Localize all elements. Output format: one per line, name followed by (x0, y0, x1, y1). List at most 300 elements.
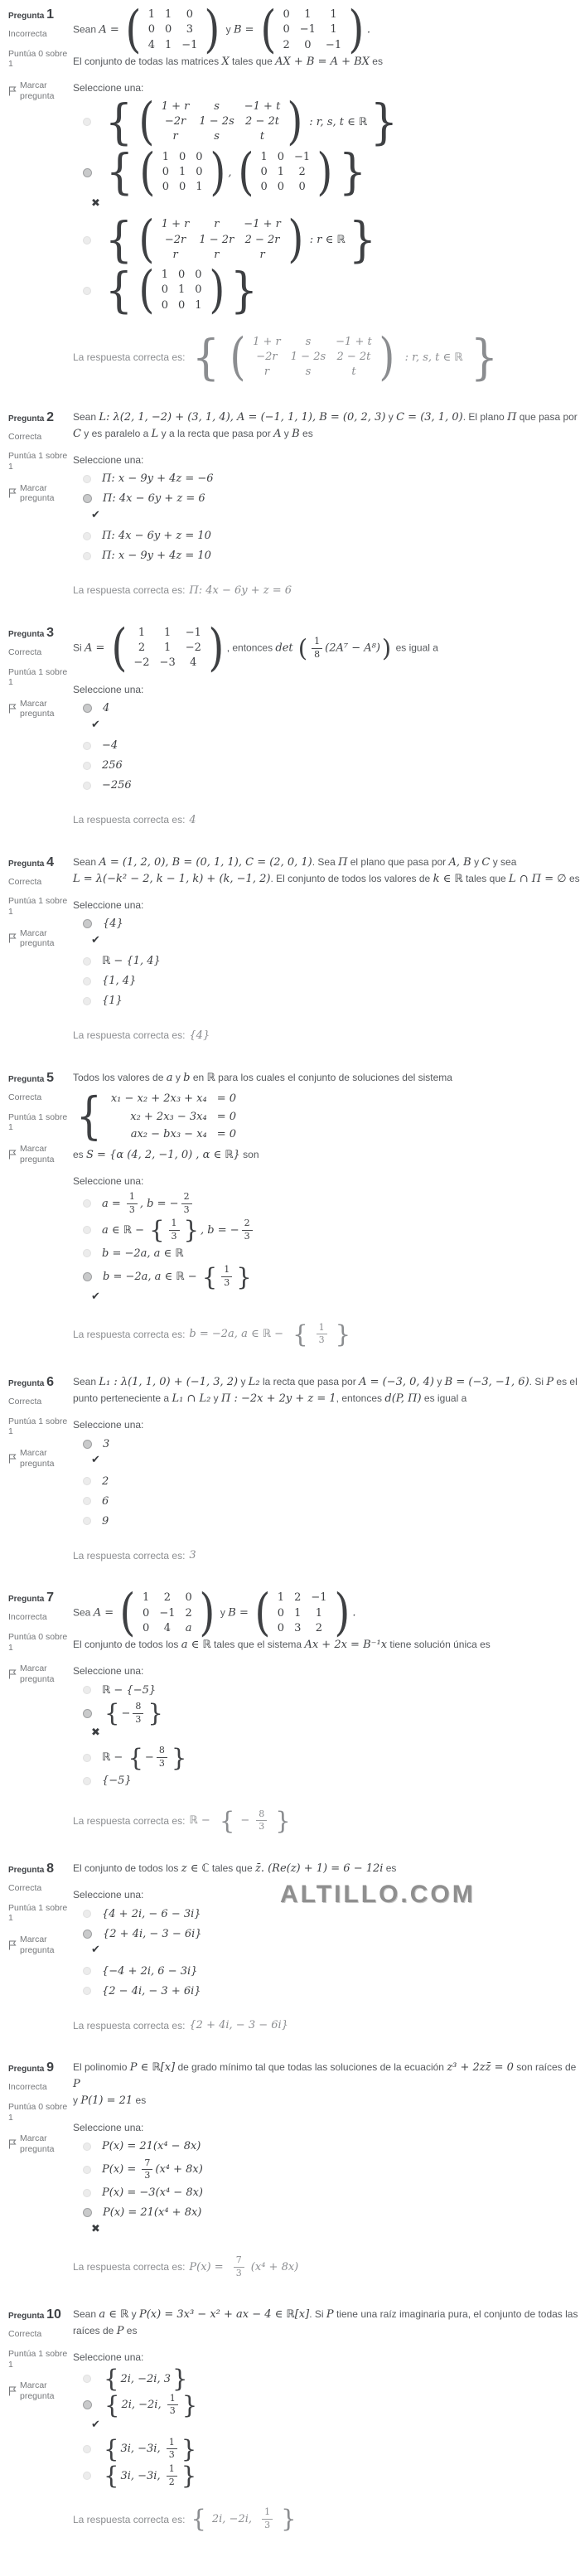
answer-option[interactable] (83, 993, 580, 1010)
math-expression: , b = − (201, 1223, 239, 1237)
question-8 (8, 1861, 580, 2031)
math-expression: A = (85, 642, 109, 655)
answer-option[interactable] (83, 1493, 580, 1509)
radio-button[interactable] (83, 1477, 91, 1485)
answer-option[interactable] (83, 1192, 580, 1215)
flag-question-link[interactable] (8, 1144, 73, 1165)
math-expression: A, B (448, 855, 471, 869)
answer-option[interactable] (83, 2462, 580, 2491)
fraction-numerator: 1 (167, 2394, 178, 2406)
answer-option[interactable] (83, 142, 580, 201)
math-expression: ℝ − (189, 1814, 214, 1828)
answer-option[interactable] (83, 260, 580, 320)
math-expression: 4 (189, 813, 196, 826)
flag-question-link[interactable] (8, 1663, 73, 1684)
big-delimiter: ( (297, 634, 308, 663)
fraction-numerator: 2 (242, 1218, 253, 1231)
option-content (102, 995, 123, 1007)
math-expression: {2 + 4i, − 3 − 6i} (103, 1927, 202, 1940)
flag-question-link[interactable] (8, 928, 73, 949)
question-statement (73, 409, 580, 443)
fraction (157, 1746, 167, 1769)
fraction-numerator: 1 (167, 2438, 177, 2450)
radio-button[interactable] (83, 762, 91, 770)
radio-button[interactable] (83, 2166, 91, 2174)
big-delimiter: { (149, 1216, 165, 1245)
big-delimiter: { (104, 261, 133, 318)
fraction-denominator: 3 (259, 1821, 265, 1833)
question-number: 3 (46, 625, 55, 640)
answer-option[interactable] (83, 1682, 580, 1698)
answer-options (73, 471, 580, 564)
answer-option[interactable] (83, 528, 580, 545)
radio-button[interactable] (83, 532, 91, 540)
question-info-sidebar (8, 625, 73, 826)
flag-icon (8, 86, 17, 96)
radio-button[interactable] (83, 2472, 91, 2480)
math-expression: B (292, 427, 300, 440)
answer-options (73, 1905, 580, 1999)
question-prefix-label: Pregunta (8, 1379, 45, 1388)
question-info-sidebar (8, 409, 73, 597)
math-expression: 3i, −3i, (120, 2469, 164, 2482)
math-expression: L₁ : λ(1, 1, 0) + (−1, 3, 2) (99, 1376, 239, 1388)
option-content (102, 472, 214, 485)
answer-option[interactable] (83, 210, 580, 269)
question-points: Puntúa 1 sobre 1 (8, 1902, 68, 1924)
math-expression: Ax + 2x = B⁻¹x (304, 1639, 388, 1652)
text: . El plano (462, 410, 508, 423)
radio-button[interactable] (83, 494, 92, 503)
flag-label: Marcar pregunta (20, 927, 55, 949)
system-brace: { (75, 1087, 102, 1146)
math-expression: Π (338, 855, 348, 869)
math-expression: Π (507, 410, 517, 424)
select-one-label: Seleccione una: (73, 1174, 144, 1187)
correct-answer-feedback (73, 1319, 580, 1349)
math-expression: 9 (102, 1514, 109, 1528)
math-expression: B = (−3, −1, 6) (444, 1376, 529, 1388)
fraction-numerator: 7 (234, 2255, 244, 2268)
text: son raíces de (513, 2061, 577, 2074)
fraction-denominator: 3 (135, 1713, 142, 1725)
matrix: ( 1 0 −1 0 1 2 0 0 0 ) (238, 142, 333, 201)
big-delimiter: } (181, 2462, 197, 2491)
question-prefix-label: Pregunta (8, 2065, 45, 2075)
question-number-heading (8, 1590, 73, 1605)
math-expression: L₁ ∩ L₂ (172, 1392, 211, 1406)
fraction-denominator: 3 (144, 2170, 151, 2181)
radio-button[interactable] (83, 2375, 91, 2383)
flag-question-link[interactable] (8, 2133, 73, 2154)
correct-mark-icon: ✔ (91, 1290, 100, 1303)
math-expression: a ∈ ℝ − (102, 1223, 148, 1237)
radio-button[interactable] (83, 1987, 91, 1995)
answer-option[interactable] (83, 1245, 580, 1261)
math-expression: C (481, 855, 491, 869)
correct-answer-feedback (73, 584, 580, 597)
question-points: Puntúa 1 sobre 1 (8, 896, 68, 918)
radio-button[interactable] (83, 1930, 92, 1939)
math-expression: P(x) = (189, 2260, 227, 2273)
text: El conjunto de todas las matrices (73, 55, 222, 67)
option-content (102, 1515, 109, 1528)
radio-button[interactable] (83, 475, 91, 483)
option-content (102, 2365, 189, 2394)
text: Sean (73, 2308, 99, 2321)
radio-button[interactable] (83, 704, 92, 713)
text: es el punto perteneciente a (73, 1376, 578, 1405)
radio-button[interactable] (83, 2208, 92, 2217)
question-content (73, 855, 580, 1042)
radio-button[interactable] (83, 287, 91, 295)
answer-option[interactable] (83, 548, 580, 564)
answer-option[interactable] (83, 2138, 580, 2155)
radio-button[interactable] (83, 1967, 91, 1975)
option-content (102, 530, 211, 542)
math-expression: P (326, 2308, 334, 2322)
left-paren: ( (138, 260, 155, 320)
text: y (238, 1376, 249, 1387)
question-number: 8 (46, 1862, 55, 1876)
radio-button[interactable] (83, 997, 91, 1005)
answer-option[interactable] (83, 700, 580, 717)
radio-button[interactable] (83, 168, 92, 177)
math-expression: P(x) = 21(x⁴ − 8x) (102, 2140, 201, 2153)
correct-answer-feedback (73, 2019, 580, 2031)
flag-question-link[interactable] (8, 2380, 73, 2401)
math-expression: P ∈ ℝ[x] (129, 2061, 176, 2075)
select-one-label: Seleccione una: (73, 1665, 144, 1678)
fraction-numerator: 1 (317, 1323, 327, 1335)
big-delimiter: } (348, 211, 376, 269)
text: y (210, 1392, 221, 1405)
math-expression: d(P, Π) (384, 1392, 422, 1406)
right-paren: ) (208, 260, 225, 320)
math-expression: : r ∈ ℝ (306, 234, 346, 247)
radio-button[interactable] (83, 1910, 91, 1918)
text: . Si (529, 1376, 547, 1387)
text: Sean (73, 410, 99, 423)
left-paren: ( (125, 0, 142, 59)
option-content (103, 1262, 254, 1291)
radio-button[interactable] (83, 2400, 92, 2409)
answer-option[interactable] (83, 1216, 580, 1245)
answer-option[interactable] (83, 2205, 580, 2221)
answer-option[interactable] (83, 2158, 580, 2181)
flag-question-link[interactable] (8, 1934, 73, 1955)
flag-icon (8, 1454, 17, 1464)
answer-option[interactable] (83, 2390, 580, 2419)
radio-button[interactable] (83, 118, 91, 126)
radio-button[interactable] (83, 2189, 91, 2197)
fraction (133, 1702, 143, 1725)
math-expression: ℝ − (102, 1751, 127, 1765)
math-expression: , (228, 166, 235, 179)
answer-option[interactable] (83, 1773, 580, 1789)
answer-option[interactable] (83, 1473, 580, 1489)
answer-options (73, 700, 580, 794)
answer-option[interactable] (83, 1905, 580, 1922)
math-expression: P(x) = −3(x⁴ − 8x) (102, 2186, 203, 2200)
fraction-numerator: 1 (312, 637, 322, 649)
answer-option[interactable] (83, 738, 580, 754)
select-one-label: Seleccione una: (73, 453, 144, 466)
answer-option[interactable] (83, 471, 580, 487)
math-expression: 3 (189, 1549, 196, 1562)
question-status: Incorrecta (8, 1612, 47, 1623)
question-points: Puntúa 1 sobre 1 (8, 2348, 68, 2370)
radio-button[interactable] (83, 1497, 91, 1505)
math-expression: z̄. (Re(z) + 1) = 6 − 12i (254, 1862, 384, 1876)
radio-button[interactable] (83, 782, 91, 790)
big-delimiter: { (104, 93, 133, 150)
option-content (102, 550, 211, 562)
radio-button[interactable] (83, 552, 91, 560)
correct-answer-feedback (73, 327, 580, 386)
math-expression: P(x) = 3x³ − x² + ax − 4 ∈ ℝ[x] (138, 2308, 310, 2322)
fraction-denominator: 3 (264, 2520, 271, 2530)
right-paren: ) (199, 1583, 215, 1643)
text: y (217, 1606, 229, 1619)
math-expression: a = (102, 1197, 124, 1210)
question-status: Incorrecta (8, 2082, 47, 2093)
answer-option[interactable] (83, 953, 580, 970)
answer-option[interactable] (83, 758, 580, 774)
correct-answer-label: La respuesta correcta es: (73, 1328, 186, 1340)
option-content (103, 1928, 202, 1940)
question-statement (73, 2307, 580, 2340)
text: es igual a (393, 642, 438, 654)
text: y (471, 855, 482, 868)
flag-icon (8, 1150, 17, 1160)
text: , entonces (336, 1392, 385, 1405)
text: . Sea (312, 855, 339, 868)
question-status: Correcta (8, 876, 42, 887)
answer-option[interactable] (83, 916, 580, 932)
text: para los cuales el conjunto de soluciones del sistema (215, 1071, 452, 1083)
math-expression: P(x) = (102, 2163, 140, 2177)
radio-button[interactable] (83, 1686, 91, 1694)
fraction (142, 2158, 152, 2181)
fraction-numerator: 7 (142, 2158, 152, 2171)
question-number: 5 (46, 1070, 55, 1085)
flag-icon (8, 1669, 17, 1679)
math-expression: 2 (102, 1474, 109, 1488)
question-status: Correcta (8, 1883, 42, 1894)
answer-option[interactable] (83, 91, 580, 151)
option-content (102, 1965, 197, 1978)
math-expression: (x⁴ + 8x) (155, 2163, 203, 2177)
question-info-sidebar (8, 1374, 73, 1562)
text: y (172, 1071, 184, 1083)
radio-button[interactable] (83, 977, 91, 985)
answer-option[interactable] (83, 1743, 580, 1772)
question-prefix-label: Pregunta (8, 1866, 45, 1876)
matrix: ( 1 + r r −1 + r −2r 1 − 2r 2 − 2r r r r ) (138, 210, 304, 269)
answer-option[interactable] (83, 1262, 580, 1291)
fraction-numerator: 1 (221, 1265, 232, 1277)
radio-button[interactable] (83, 236, 91, 245)
fraction-denominator: 3 (244, 1230, 250, 1242)
big-delimiter: } (370, 93, 399, 150)
question-statement (73, 855, 580, 888)
answer-option[interactable] (83, 2434, 580, 2463)
correct-answer-label: La respuesta correcta es: (73, 1029, 186, 1042)
radio-button[interactable] (83, 1226, 91, 1234)
left-paren: ( (238, 142, 254, 201)
matrix: ( 1 1 0 0 0 3 4 1 −1 ) (125, 0, 220, 59)
question-status: Correcta (8, 647, 42, 658)
question-5 (8, 1070, 580, 1349)
question-number: 6 (46, 1375, 55, 1389)
question-number: 7 (46, 1591, 55, 1605)
text: son (239, 1148, 259, 1160)
text: tales que el sistema (210, 1639, 305, 1651)
fraction (221, 1265, 232, 1288)
fraction (181, 1192, 192, 1215)
question-prefix-label: Pregunta (8, 859, 45, 869)
answer-options (73, 1436, 580, 1529)
answer-option[interactable] (83, 491, 580, 507)
radio-button[interactable] (83, 1517, 91, 1525)
question-prefix-label: Pregunta (8, 2312, 45, 2322)
option-content (102, 210, 379, 269)
math-expression: k ∈ ℝ (433, 872, 463, 885)
flag-question-link[interactable] (8, 699, 73, 719)
question-info-sidebar (8, 855, 73, 1042)
big-delimiter: } (181, 2390, 198, 2419)
text: tiene una raíz imaginaria pura, el conjunto de todas las raíces de (73, 2308, 578, 2337)
flag-question-link[interactable] (8, 80, 73, 101)
math-expression: AX + B = A + BX (275, 55, 370, 68)
option-content (103, 2206, 201, 2219)
radio-button[interactable] (83, 1199, 91, 1208)
big-delimiter: { (201, 1262, 218, 1291)
math-expression: {4} (189, 1029, 210, 1042)
math-expression: z ∈ ℂ (181, 1862, 210, 1876)
math-expression: ℝ − {−5} (102, 1683, 157, 1697)
radio-button[interactable] (83, 2143, 91, 2151)
answer-option[interactable] (83, 2185, 580, 2201)
question-status: Correcta (8, 431, 42, 442)
radio-button[interactable] (83, 1754, 91, 1762)
question-content (73, 1861, 580, 2031)
text: Sean (73, 855, 99, 868)
question-prefix-label: Pregunta (8, 629, 45, 639)
flag-question-link[interactable] (8, 1448, 73, 1469)
left-paren: ( (110, 617, 127, 677)
incorrect-mark-icon: ✖ (91, 197, 100, 211)
math-expression: (x⁴ + 8x) (250, 2260, 299, 2273)
big-delimiter: ) (381, 634, 392, 663)
math-expression: a ∈ ℝ (99, 2308, 129, 2322)
question-content (73, 409, 580, 597)
question-statement (73, 1583, 580, 1654)
question-statement (73, 0, 580, 70)
big-delimiter: } (338, 143, 367, 201)
radio-button[interactable] (83, 1709, 92, 1718)
fraction (127, 1192, 138, 1215)
radio-button[interactable] (83, 1249, 91, 1257)
big-delimiter: { (191, 2505, 206, 2534)
correct-answer-label: La respuesta correcta es: (73, 1549, 186, 1562)
math-expression: det (275, 642, 297, 655)
text: de grado mínimo tal que todas las soluciones de la ecuación (175, 2061, 447, 2074)
math-expression: C = (3, 1, 0) (396, 410, 463, 424)
option-content (102, 1775, 132, 1787)
math-expression: 3 (103, 1437, 110, 1450)
question-info-sidebar (8, 2060, 73, 2278)
answer-option[interactable] (83, 1513, 580, 1529)
radio-button[interactable] (83, 1440, 92, 1449)
radio-button[interactable] (83, 742, 91, 750)
flag-question-link[interactable] (8, 483, 73, 504)
right-paren: ) (208, 617, 225, 677)
math-expression: Π: x − 9y + 4z = −6 (102, 472, 214, 486)
correct-mark-icon: ✔ (91, 2418, 100, 2431)
text: es (299, 427, 313, 439)
radio-button[interactable] (83, 957, 91, 966)
question-info-sidebar (8, 1590, 73, 1833)
question-prefix-label: Pregunta (8, 414, 45, 424)
question-content (73, 1583, 580, 1835)
right-paren: ) (287, 91, 303, 151)
radio-button[interactable] (83, 919, 92, 928)
answer-option[interactable] (83, 777, 580, 794)
text: tales que (209, 1862, 255, 1875)
fraction (242, 1218, 253, 1242)
fraction-numerator: 8 (133, 1702, 143, 1714)
math-expression: X (221, 55, 230, 68)
correct-mark-icon: ✔ (91, 1454, 100, 1467)
math-expression: . (366, 23, 371, 36)
left-paren: ( (230, 327, 246, 386)
answer-option[interactable] (83, 1925, 580, 1942)
radio-button[interactable] (83, 2445, 91, 2453)
big-delimiter: { (104, 2390, 120, 2419)
answer-option[interactable] (83, 1436, 580, 1452)
math-expression: L = λ(−k² − 2, k − 1, k) + (k, −1, 2) (73, 872, 271, 885)
flag-label: Marcar pregunta (20, 1663, 55, 1684)
radio-button[interactable] (83, 1272, 92, 1281)
question-content (73, 2307, 580, 2534)
right-paren: ) (317, 142, 333, 201)
right-paren: ) (209, 142, 225, 201)
answer-option[interactable] (83, 1963, 580, 1979)
answer-option[interactable] (83, 1983, 580, 1999)
radio-button[interactable] (83, 1777, 91, 1785)
answer-option[interactable] (83, 2365, 580, 2394)
fraction (167, 2438, 177, 2461)
text: Sea (73, 1606, 94, 1619)
fraction (317, 1323, 327, 1346)
text: la recta que pasa por (259, 1376, 360, 1387)
math-expression: {2 − 4i, − 3 + 6i} (102, 1984, 201, 1997)
text: y es paralelo a (80, 427, 152, 439)
math-expression: − (144, 1751, 154, 1765)
question-content (73, 1374, 580, 1562)
answer-option[interactable] (83, 1699, 580, 1728)
question-1 (8, 0, 580, 386)
answer-option[interactable] (83, 973, 580, 990)
fraction-numerator: 2 (181, 1192, 192, 1204)
correct-answer-feedback (73, 2255, 580, 2278)
text: y (73, 2094, 81, 2107)
select-one-label: Seleccione una: (73, 1889, 144, 1901)
question-number-heading (8, 2307, 73, 2322)
option-content (102, 1192, 195, 1215)
